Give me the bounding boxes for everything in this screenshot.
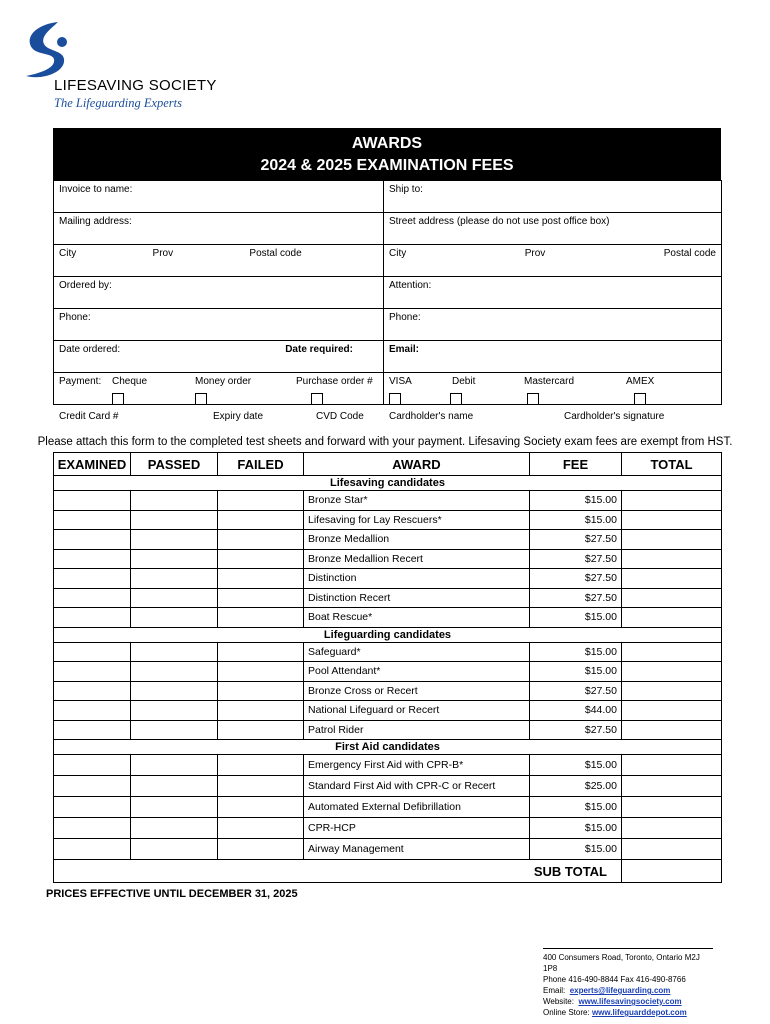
fee-cell: $15.00 (530, 797, 622, 818)
passed-cell[interactable] (131, 491, 218, 511)
expiry-date-label: Expiry date (213, 411, 264, 422)
passed-cell[interactable] (131, 755, 218, 776)
fee-cell: $27.50 (530, 681, 622, 701)
table-row (54, 839, 722, 860)
total-cell[interactable] (622, 818, 722, 839)
city-label: City (389, 248, 407, 259)
debit-checkbox[interactable] (450, 393, 462, 405)
table-row (54, 642, 722, 662)
title-banner (53, 128, 721, 180)
award-cell: Bronze Star* (304, 491, 530, 511)
total-cell[interactable] (622, 755, 722, 776)
examined-cell[interactable] (54, 755, 131, 776)
section-row (54, 627, 722, 642)
total-cell[interactable] (622, 549, 722, 569)
failed-cell[interactable] (218, 491, 304, 511)
money-order-label: Money order (195, 376, 252, 387)
award-cell: Boat Rescue* (304, 608, 530, 628)
failed-cell[interactable] (218, 839, 304, 860)
award-cell: Automated External Defibrillation (304, 797, 530, 818)
street-address-label: Street address (please do not use post office box) (389, 216, 610, 227)
header-award: AWARD (304, 453, 530, 476)
examined-cell[interactable] (54, 642, 131, 662)
examined-cell[interactable] (54, 776, 131, 797)
email-field[interactable] (384, 341, 722, 373)
attention-label: Attention: (389, 280, 432, 291)
mastercard-checkbox[interactable] (527, 393, 539, 405)
examined-cell[interactable] (54, 681, 131, 701)
examined-cell[interactable] (54, 797, 131, 818)
ordered-by-field[interactable] (54, 277, 384, 309)
date-ordered-label: Date ordered: (59, 344, 121, 355)
order-info-table (53, 180, 722, 422)
lifesaving-society-logo-icon (18, 18, 74, 84)
table-row (54, 491, 722, 511)
ship-to-field[interactable] (384, 181, 722, 213)
total-cell[interactable] (622, 491, 722, 511)
table-row (54, 720, 722, 740)
payment-label: Payment: (59, 376, 102, 387)
passed-cell[interactable] (131, 701, 218, 721)
date-required-label: Date required: (285, 344, 353, 355)
subtotal-row (54, 860, 722, 883)
header-examined: EXAMINED (54, 453, 131, 476)
fee-cell: $15.00 (530, 839, 622, 860)
fee-cell: $15.00 (530, 491, 622, 511)
table-row (54, 662, 722, 682)
failed-cell[interactable] (218, 701, 304, 721)
total-cell[interactable] (622, 776, 722, 797)
card-type-cell (384, 373, 722, 422)
table-row (54, 701, 722, 721)
amex-checkbox[interactable] (634, 393, 646, 405)
examined-cell[interactable] (54, 569, 131, 589)
failed-cell[interactable] (218, 530, 304, 550)
award-cell: Bronze Medallion Recert (304, 549, 530, 569)
fee-cell: $15.00 (530, 510, 622, 530)
total-cell[interactable] (622, 797, 722, 818)
fees-table (53, 452, 722, 883)
prov-label: Prov (152, 248, 174, 259)
total-cell[interactable] (622, 510, 722, 530)
award-cell: CPR-HCP (304, 818, 530, 839)
email-label: Email: (389, 344, 420, 355)
footer-store-label: Online Store: (543, 1008, 590, 1017)
fee-cell: $25.00 (530, 776, 622, 797)
attach-note: Please attach this form to the completed test sheets and forward with your payment. Lifesaving Society exam fees are exempt from HST. (37, 436, 733, 448)
street-address-field[interactable] (384, 213, 722, 245)
phone-field[interactable] (54, 309, 384, 341)
table-row (54, 776, 722, 797)
section-title: First Aid candidates (54, 740, 722, 755)
failed-cell[interactable] (218, 642, 304, 662)
section-row (54, 740, 722, 755)
cheque-label: Cheque (112, 376, 148, 387)
fee-cell: $27.50 (530, 549, 622, 569)
failed-cell[interactable] (218, 608, 304, 628)
award-cell: Distinction (304, 569, 530, 589)
failed-cell[interactable] (218, 662, 304, 682)
total-cell[interactable] (622, 662, 722, 682)
table-row (54, 530, 722, 550)
failed-cell[interactable] (218, 569, 304, 589)
fee-cell: $15.00 (530, 642, 622, 662)
passed-cell[interactable] (131, 549, 218, 569)
mailing-address-label: Mailing address: (59, 216, 132, 227)
award-cell: Lifesaving for Lay Rescuers* (304, 510, 530, 530)
section-row (54, 476, 722, 491)
ordered-by-label: Ordered by: (59, 280, 112, 291)
examined-cell[interactable] (54, 588, 131, 608)
billing-city-row[interactable] (54, 245, 384, 277)
fees-header-row (54, 453, 722, 476)
fee-cell: $27.50 (530, 720, 622, 740)
table-row (54, 549, 722, 569)
fees-body (54, 476, 722, 883)
examined-cell[interactable] (54, 608, 131, 628)
table-row (54, 755, 722, 776)
purchase-order-checkbox[interactable] (311, 393, 323, 405)
invoice-name-field[interactable] (54, 181, 384, 213)
examined-cell[interactable] (54, 510, 131, 530)
total-cell[interactable] (622, 588, 722, 608)
examined-cell[interactable] (54, 549, 131, 569)
subtotal-value-cell[interactable] (622, 860, 722, 883)
award-cell: Safeguard* (304, 642, 530, 662)
total-cell[interactable] (622, 720, 722, 740)
examined-cell[interactable] (54, 720, 131, 740)
passed-cell[interactable] (131, 662, 218, 682)
passed-cell[interactable] (131, 510, 218, 530)
visa-checkbox[interactable] (389, 393, 401, 405)
fee-cell: $15.00 (530, 608, 622, 628)
header-failed: FAILED (218, 453, 304, 476)
postal-code-label: Postal code (663, 248, 716, 259)
cvd-code-label: CVD Code (316, 411, 364, 422)
failed-cell[interactable] (218, 720, 304, 740)
examined-cell[interactable] (54, 662, 131, 682)
prices-effective-note: PRICES EFFECTIVE UNTIL DECEMBER 31, 2025 (46, 888, 298, 900)
org-name: LIFESAVING SOCIETY (54, 77, 217, 94)
table-row (54, 797, 722, 818)
title-line2: 2024 & 2025 EXAMINATION FEES (260, 157, 514, 174)
passed-cell[interactable] (131, 681, 218, 701)
failed-cell[interactable] (218, 776, 304, 797)
header-fee: FEE (530, 453, 622, 476)
passed-cell[interactable] (131, 642, 218, 662)
fee-cell: $27.50 (530, 530, 622, 550)
title-line1: AWARDS (351, 135, 423, 152)
examined-cell[interactable] (54, 839, 131, 860)
passed-cell[interactable] (131, 839, 218, 860)
total-cell[interactable] (622, 569, 722, 589)
shipping-city-row[interactable] (384, 245, 722, 277)
failed-cell[interactable] (218, 755, 304, 776)
fee-cell: $15.00 (530, 662, 622, 682)
amex-label: AMEX (626, 376, 655, 387)
table-row (54, 569, 722, 589)
purchase-order-label: Purchase order # (296, 376, 373, 387)
examined-cell[interactable] (54, 491, 131, 511)
fee-cell: $44.00 (530, 701, 622, 721)
passed-cell[interactable] (131, 588, 218, 608)
mailing-address-field[interactable] (54, 213, 384, 245)
passed-cell[interactable] (131, 530, 218, 550)
award-cell: Bronze Medallion (304, 530, 530, 550)
section-title: Lifesaving candidates (54, 476, 722, 491)
phone-label: Phone: (59, 312, 91, 323)
visa-label: VISA (389, 376, 412, 387)
header-passed: PASSED (131, 453, 218, 476)
table-row (54, 681, 722, 701)
passed-cell[interactable] (131, 608, 218, 628)
award-cell: Standard First Aid with CPR-C or Recert (304, 776, 530, 797)
mastercard-label: Mastercard (524, 376, 575, 387)
header-total: TOTAL (622, 453, 722, 476)
ship-phone-field[interactable] (384, 309, 722, 341)
total-cell[interactable] (622, 701, 722, 721)
total-cell[interactable] (622, 642, 722, 662)
phone-label: Phone: (389, 312, 421, 323)
award-cell: Emergency First Aid with CPR-B* (304, 755, 530, 776)
invoice-name-label: Invoice to name: (59, 184, 133, 195)
footer-phone: Phone 416-490-8844 Fax 416-490-8766 (543, 975, 686, 984)
cardholder-name-label: Cardholder's name (389, 411, 474, 422)
passed-cell[interactable] (131, 776, 218, 797)
org-tagline: The Lifeguarding Experts (54, 96, 183, 110)
footer-contact (543, 948, 713, 1018)
ship-to-label: Ship to: (389, 184, 423, 195)
table-row (54, 818, 722, 839)
footer-website-link[interactable]: www.lifesavingsociety.com (578, 997, 682, 1006)
failed-cell[interactable] (218, 510, 304, 530)
dates-field[interactable] (54, 341, 384, 373)
award-cell: National Lifeguard or Recert (304, 701, 530, 721)
fee-cell: $15.00 (530, 818, 622, 839)
award-cell: Pool Attendant* (304, 662, 530, 682)
total-cell[interactable] (622, 681, 722, 701)
award-cell: Bronze Cross or Recert (304, 681, 530, 701)
postal-code-label: Postal code (249, 248, 302, 259)
cardholder-signature-label: Cardholder's signature (564, 411, 665, 422)
debit-label: Debit (452, 376, 476, 387)
failed-cell[interactable] (218, 681, 304, 701)
attention-field[interactable] (384, 277, 722, 309)
subtotal-label: SUB TOTAL (54, 860, 622, 883)
credit-card-label: Credit Card # (59, 411, 119, 422)
prov-label: Prov (524, 248, 546, 259)
money-order-checkbox[interactable] (195, 393, 207, 405)
passed-cell[interactable] (131, 569, 218, 589)
footer-website-label: Website: (543, 997, 574, 1006)
city-label: City (59, 248, 77, 259)
fee-cell: $27.50 (530, 569, 622, 589)
footer-store-link[interactable]: www.lifeguarddepot.com (591, 1008, 687, 1017)
failed-cell[interactable] (218, 549, 304, 569)
table-row (54, 510, 722, 530)
table-row (54, 608, 722, 628)
examined-cell[interactable] (54, 530, 131, 550)
total-cell[interactable] (622, 839, 722, 860)
section-title: Lifeguarding candidates (54, 627, 722, 642)
fee-cell: $15.00 (530, 755, 622, 776)
failed-cell[interactable] (218, 818, 304, 839)
cheque-checkbox[interactable] (112, 393, 124, 405)
passed-cell[interactable] (131, 797, 218, 818)
examined-cell[interactable] (54, 701, 131, 721)
table-row (54, 588, 722, 608)
total-cell[interactable] (622, 608, 722, 628)
fee-cell: $27.50 (530, 588, 622, 608)
passed-cell[interactable] (131, 720, 218, 740)
award-cell: Airway Management (304, 839, 530, 860)
award-cell: Distinction Recert (304, 588, 530, 608)
footer-email-link[interactable]: experts@lifeguarding.com (569, 986, 671, 995)
payment-cell (54, 373, 384, 422)
footer-email-label: Email: (543, 986, 566, 995)
total-cell[interactable] (622, 530, 722, 550)
examined-cell[interactable] (54, 818, 131, 839)
failed-cell[interactable] (218, 588, 304, 608)
failed-cell[interactable] (218, 797, 304, 818)
footer-address: 400 Consumers Road, Toronto, Ontario M2J 1P8 (543, 953, 700, 973)
passed-cell[interactable] (131, 818, 218, 839)
award-cell: Patrol Rider (304, 720, 530, 740)
